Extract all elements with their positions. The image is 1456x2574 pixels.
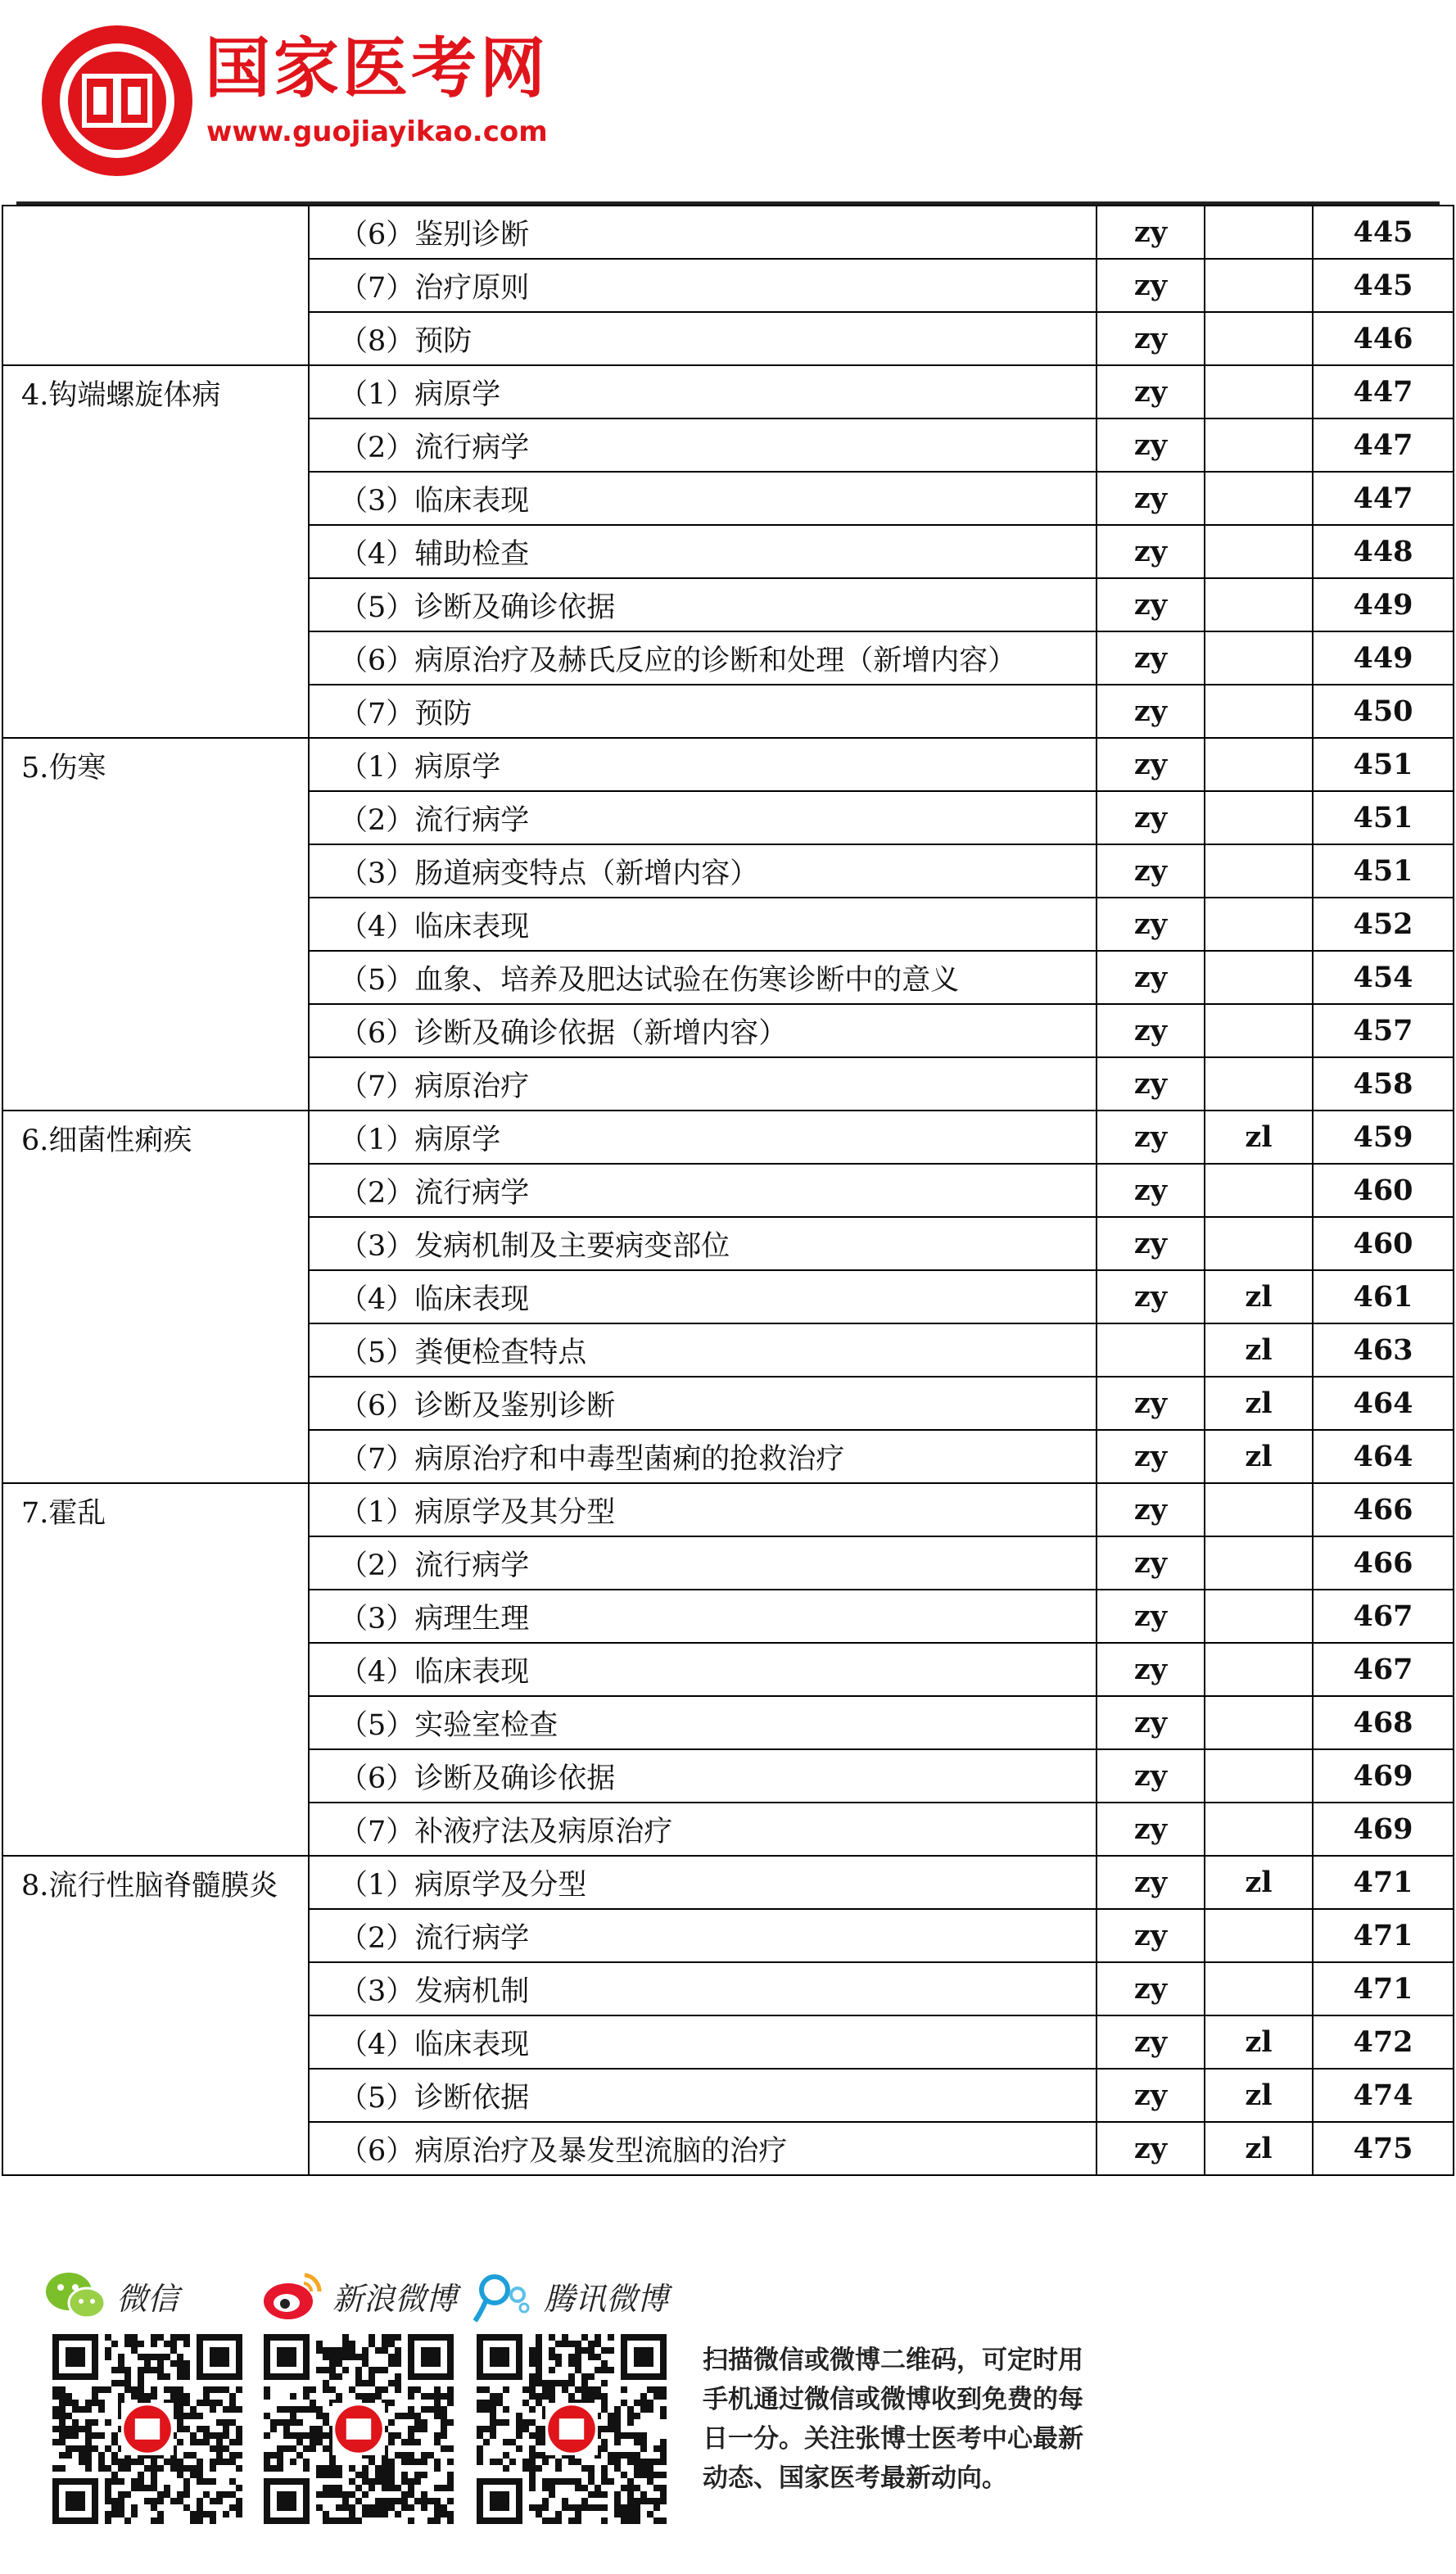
page-number-cell: 447 bbox=[1313, 472, 1454, 525]
zl-flag-cell bbox=[1205, 1164, 1313, 1217]
page-number-cell: 454 bbox=[1313, 951, 1454, 1004]
topic-cell: （4）临床表现 bbox=[309, 898, 1097, 951]
topic-cell: （3）临床表现 bbox=[309, 472, 1097, 525]
zl-flag-cell: zl bbox=[1205, 1323, 1313, 1377]
zy-flag-cell: zy bbox=[1097, 1643, 1205, 1696]
topic-cell: （6）诊断及鉴别诊断 bbox=[309, 1377, 1097, 1430]
topic-cell: （2）流行病学 bbox=[309, 1536, 1097, 1590]
table-row bbox=[2, 738, 1454, 791]
disease-name bbox=[2, 206, 309, 365]
page-number-cell: 461 bbox=[1313, 1270, 1454, 1323]
page-number-cell: 460 bbox=[1313, 1217, 1454, 1270]
topic-cell: （7）病原治疗和中毒型菌痢的抢救治疗 bbox=[309, 1430, 1097, 1483]
zy-flag-cell: zy bbox=[1097, 1483, 1205, 1536]
page-header bbox=[0, 0, 1456, 205]
footer-note-line: 手机通过微信或微博收到免费的每 bbox=[703, 2385, 1083, 2414]
zl-flag-cell: zl bbox=[1205, 1856, 1313, 1909]
topic-cell: （7）病原治疗 bbox=[309, 1057, 1097, 1111]
zy-flag-cell: zy bbox=[1097, 1856, 1205, 1909]
zy-flag-cell: zy bbox=[1097, 1909, 1205, 1962]
zy-flag-cell: zy bbox=[1097, 1696, 1205, 1749]
page-number-cell: 466 bbox=[1313, 1483, 1454, 1536]
sina-weibo-icon bbox=[259, 2267, 324, 2324]
social-wechat[interactable] bbox=[43, 2267, 179, 2324]
topic-cell: （4）临床表现 bbox=[309, 1643, 1097, 1696]
zl-flag-cell: zl bbox=[1205, 1430, 1313, 1483]
page-number-cell: 448 bbox=[1313, 525, 1454, 578]
brand-url[interactable]: www.guojiayikao.com bbox=[206, 115, 548, 148]
page-number-cell: 467 bbox=[1313, 1590, 1454, 1643]
topic-cell: （3）病理生理 bbox=[309, 1590, 1097, 1643]
topic-cell: （5）诊断依据 bbox=[309, 2069, 1097, 2122]
footer-note-line: 扫描微信或微博二维码，可定时用 bbox=[703, 2346, 1083, 2375]
zl-flag-cell bbox=[1205, 418, 1313, 472]
zy-flag-cell: zy bbox=[1097, 738, 1205, 791]
topic-cell: （2）流行病学 bbox=[309, 1164, 1097, 1217]
page-number-cell: 471 bbox=[1313, 1909, 1454, 1962]
zl-flag-cell bbox=[1205, 1696, 1313, 1749]
zy-flag-cell: zy bbox=[1097, 791, 1205, 844]
zy-flag-cell: zy bbox=[1097, 312, 1205, 365]
zl-flag-cell bbox=[1205, 1536, 1313, 1590]
zy-flag-cell: zy bbox=[1097, 418, 1205, 472]
zy-flag-cell: zy bbox=[1097, 1962, 1205, 2015]
page-number-cell: 464 bbox=[1313, 1430, 1454, 1483]
page-number-cell: 474 bbox=[1313, 2069, 1454, 2122]
zl-flag-cell: zl bbox=[1205, 1377, 1313, 1430]
zy-flag-cell: zy bbox=[1097, 1004, 1205, 1057]
zy-flag-cell: zy bbox=[1097, 951, 1205, 1004]
zy-flag-cell: zy bbox=[1097, 844, 1205, 898]
page-number-cell: 450 bbox=[1313, 685, 1454, 738]
page-number-cell: 452 bbox=[1313, 898, 1454, 951]
zy-flag-cell: zy bbox=[1097, 1749, 1205, 1803]
social-label-tencent-weibo: 腾讯微博 bbox=[544, 2280, 669, 2317]
table-row bbox=[2, 1111, 1454, 1164]
zy-flag-cell: zy bbox=[1097, 365, 1205, 418]
zl-flag-cell bbox=[1205, 472, 1313, 525]
topic-cell: （5）诊断及确诊依据 bbox=[309, 578, 1097, 631]
page-number-cell: 449 bbox=[1313, 631, 1454, 685]
page-number-cell: 459 bbox=[1313, 1111, 1454, 1164]
zy-flag-cell: zy bbox=[1097, 206, 1205, 259]
zy-flag-cell: zy bbox=[1097, 472, 1205, 525]
disease-name: 7.霍乱 bbox=[2, 1483, 309, 1856]
page-number-cell: 457 bbox=[1313, 1004, 1454, 1057]
brand-name: 国家医考网 bbox=[205, 30, 549, 106]
zl-flag-cell bbox=[1205, 578, 1313, 631]
zl-flag-cell bbox=[1205, 1057, 1313, 1111]
zy-flag-cell: zy bbox=[1097, 1164, 1205, 1217]
topic-cell: （6）病原治疗及赫氏反应的诊断和处理（新增内容） bbox=[309, 631, 1097, 685]
page-number-cell: 471 bbox=[1313, 1856, 1454, 1909]
zy-flag-cell: zy bbox=[1097, 578, 1205, 631]
zy-flag-cell: zy bbox=[1097, 1217, 1205, 1270]
footer-note-line: 日一分。关注张博士医考中心最新 bbox=[703, 2424, 1083, 2454]
footer-note bbox=[703, 2341, 1161, 2498]
zl-flag-cell bbox=[1205, 791, 1313, 844]
zl-flag-cell bbox=[1205, 1590, 1313, 1643]
topic-cell: （2）流行病学 bbox=[309, 791, 1097, 844]
zl-flag-cell: zl bbox=[1205, 1111, 1313, 1164]
zy-flag-cell: zy bbox=[1097, 1590, 1205, 1643]
zl-flag-cell bbox=[1205, 1483, 1313, 1536]
zl-flag-cell: zl bbox=[1205, 1270, 1313, 1323]
topic-cell: （1）病原学 bbox=[309, 1111, 1097, 1164]
topic-cell: （2）流行病学 bbox=[309, 1909, 1097, 1962]
topic-cell: （4）临床表现 bbox=[309, 2015, 1097, 2069]
topic-cell: （5）血象、培养及肥达试验在伤寒诊断中的意义 bbox=[309, 951, 1097, 1004]
topic-cell: （8）预防 bbox=[309, 312, 1097, 365]
page-number-cell: 466 bbox=[1313, 1536, 1454, 1590]
zl-flag-cell bbox=[1205, 685, 1313, 738]
topic-cell: （1）病原学及其分型 bbox=[309, 1483, 1097, 1536]
topic-cell: （6）诊断及确诊依据（新增内容） bbox=[309, 1004, 1097, 1057]
zy-flag-cell: zy bbox=[1097, 525, 1205, 578]
page-number-cell: 447 bbox=[1313, 418, 1454, 472]
page-number-cell: 464 bbox=[1313, 1377, 1454, 1430]
topic-cell: （1）病原学 bbox=[309, 738, 1097, 791]
table-row bbox=[2, 365, 1454, 418]
page-number-cell: 468 bbox=[1313, 1696, 1454, 1749]
logo-seal-icon bbox=[39, 23, 195, 179]
zy-flag-cell: zy bbox=[1097, 2069, 1205, 2122]
disease-name: 4.钩端螺旋体病 bbox=[2, 365, 309, 738]
page-number-cell: 445 bbox=[1313, 206, 1454, 259]
page-footer bbox=[0, 2244, 1456, 2574]
social-sina-weibo[interactable] bbox=[259, 2267, 457, 2324]
zl-flag-cell bbox=[1205, 1217, 1313, 1270]
zl-flag-cell bbox=[1205, 844, 1313, 898]
page-number-cell: 451 bbox=[1313, 791, 1454, 844]
wechat-icon bbox=[43, 2267, 108, 2324]
topic-cell: （5）实验室检查 bbox=[309, 1696, 1097, 1749]
zl-flag-cell bbox=[1205, 1803, 1313, 1856]
zl-flag-cell bbox=[1205, 898, 1313, 951]
table-row bbox=[2, 1856, 1454, 1909]
zy-flag-cell: zy bbox=[1097, 1430, 1205, 1483]
topic-cell: （7）预防 bbox=[309, 685, 1097, 738]
table-row bbox=[2, 1483, 1454, 1536]
page-number-cell: 451 bbox=[1313, 738, 1454, 791]
topic-cell: （7）治疗原则 bbox=[309, 259, 1097, 312]
page-number-cell: 469 bbox=[1313, 1803, 1454, 1856]
page-number-cell: 475 bbox=[1313, 2122, 1454, 2175]
topic-cell: （2）流行病学 bbox=[309, 418, 1097, 472]
page-number-cell: 446 bbox=[1313, 312, 1454, 365]
zy-flag-cell: zy bbox=[1097, 1803, 1205, 1856]
zy-flag-cell: zy bbox=[1097, 1270, 1205, 1323]
social-label-sina-weibo: 新浪微博 bbox=[332, 2280, 458, 2317]
zl-flag-cell bbox=[1205, 1643, 1313, 1696]
zl-flag-cell bbox=[1205, 1962, 1313, 2015]
zl-flag-cell: zl bbox=[1205, 2122, 1313, 2175]
topic-cell: （4）辅助检查 bbox=[309, 525, 1097, 578]
topic-cell: （3）发病机制及主要病变部位 bbox=[309, 1217, 1097, 1270]
zl-flag-cell bbox=[1205, 1749, 1313, 1803]
page-number-cell: 472 bbox=[1313, 2015, 1454, 2069]
page-number-cell: 471 bbox=[1313, 1962, 1454, 2015]
page-number-cell: 460 bbox=[1313, 1164, 1454, 1217]
social-label-wechat: 微信 bbox=[116, 2280, 179, 2317]
zy-flag-cell: zy bbox=[1097, 685, 1205, 738]
page-number-cell: 458 bbox=[1313, 1057, 1454, 1111]
zl-flag-cell bbox=[1205, 631, 1313, 685]
disease-name: 6.细菌性痢疾 bbox=[2, 1111, 309, 1483]
tencent-weibo-icon bbox=[470, 2267, 536, 2324]
zl-flag-cell bbox=[1205, 365, 1313, 418]
topic-cell: （6）诊断及确诊依据 bbox=[309, 1749, 1097, 1803]
zy-flag-cell: zy bbox=[1097, 631, 1205, 685]
zl-flag-cell bbox=[1205, 312, 1313, 365]
page-number-cell: 469 bbox=[1313, 1749, 1454, 1803]
zl-flag-cell: zl bbox=[1205, 2069, 1313, 2122]
zl-flag-cell: zl bbox=[1205, 2015, 1313, 2069]
zl-flag-cell bbox=[1205, 525, 1313, 578]
topic-cell: （6）鉴别诊断 bbox=[309, 206, 1097, 259]
zl-flag-cell bbox=[1205, 1909, 1313, 1962]
page-number-cell: 447 bbox=[1313, 365, 1454, 418]
zy-flag-cell: zy bbox=[1097, 259, 1205, 312]
topic-cell: （5）粪便检查特点 bbox=[309, 1323, 1097, 1377]
zy-flag-cell: zy bbox=[1097, 898, 1205, 951]
zy-flag-cell: zy bbox=[1097, 1377, 1205, 1430]
topic-cell: （3）肠道病变特点（新增内容） bbox=[309, 844, 1097, 898]
disease-name: 5.伤寒 bbox=[2, 738, 309, 1111]
qr-code-wechat[interactable] bbox=[52, 2334, 242, 2524]
page-number-cell: 445 bbox=[1313, 259, 1454, 312]
topic-cell: （1）病原学 bbox=[309, 365, 1097, 418]
topic-cell: （3）发病机制 bbox=[309, 1962, 1097, 2015]
zy-flag-cell: zy bbox=[1097, 1536, 1205, 1590]
social-tencent-weibo[interactable] bbox=[470, 2267, 668, 2324]
zl-flag-cell bbox=[1205, 1004, 1313, 1057]
table-row bbox=[2, 206, 1454, 259]
qr-code-sina-weibo[interactable] bbox=[264, 2334, 454, 2524]
zy-flag-cell: zy bbox=[1097, 2122, 1205, 2175]
topic-cell: （6）病原治疗及暴发型流脑的治疗 bbox=[309, 2122, 1097, 2175]
zl-flag-cell bbox=[1205, 738, 1313, 791]
page-number-cell: 467 bbox=[1313, 1643, 1454, 1696]
zl-flag-cell bbox=[1205, 259, 1313, 312]
zl-flag-cell bbox=[1205, 951, 1313, 1004]
syllabus-table bbox=[2, 205, 1454, 2176]
qr-code-tencent-weibo[interactable] bbox=[477, 2334, 667, 2524]
footer-note-line: 动态、国家医考最新动向。 bbox=[703, 2463, 1007, 2493]
topic-cell: （4）临床表现 bbox=[309, 1270, 1097, 1323]
zy-flag-cell: zy bbox=[1097, 1057, 1205, 1111]
page-number-cell: 463 bbox=[1313, 1323, 1454, 1377]
disease-name: 8.流行性脑脊髓膜炎 bbox=[2, 1856, 309, 2175]
page-number-cell: 451 bbox=[1313, 844, 1454, 898]
zl-flag-cell bbox=[1205, 206, 1313, 259]
page-number-cell: 449 bbox=[1313, 578, 1454, 631]
topic-cell: （1）病原学及分型 bbox=[309, 1856, 1097, 1909]
zy-flag-cell: zy bbox=[1097, 1111, 1205, 1164]
zy-flag-cell: zy bbox=[1097, 2015, 1205, 2069]
topic-cell: （7）补液疗法及病原治疗 bbox=[309, 1803, 1097, 1856]
zy-flag-cell bbox=[1097, 1323, 1205, 1377]
